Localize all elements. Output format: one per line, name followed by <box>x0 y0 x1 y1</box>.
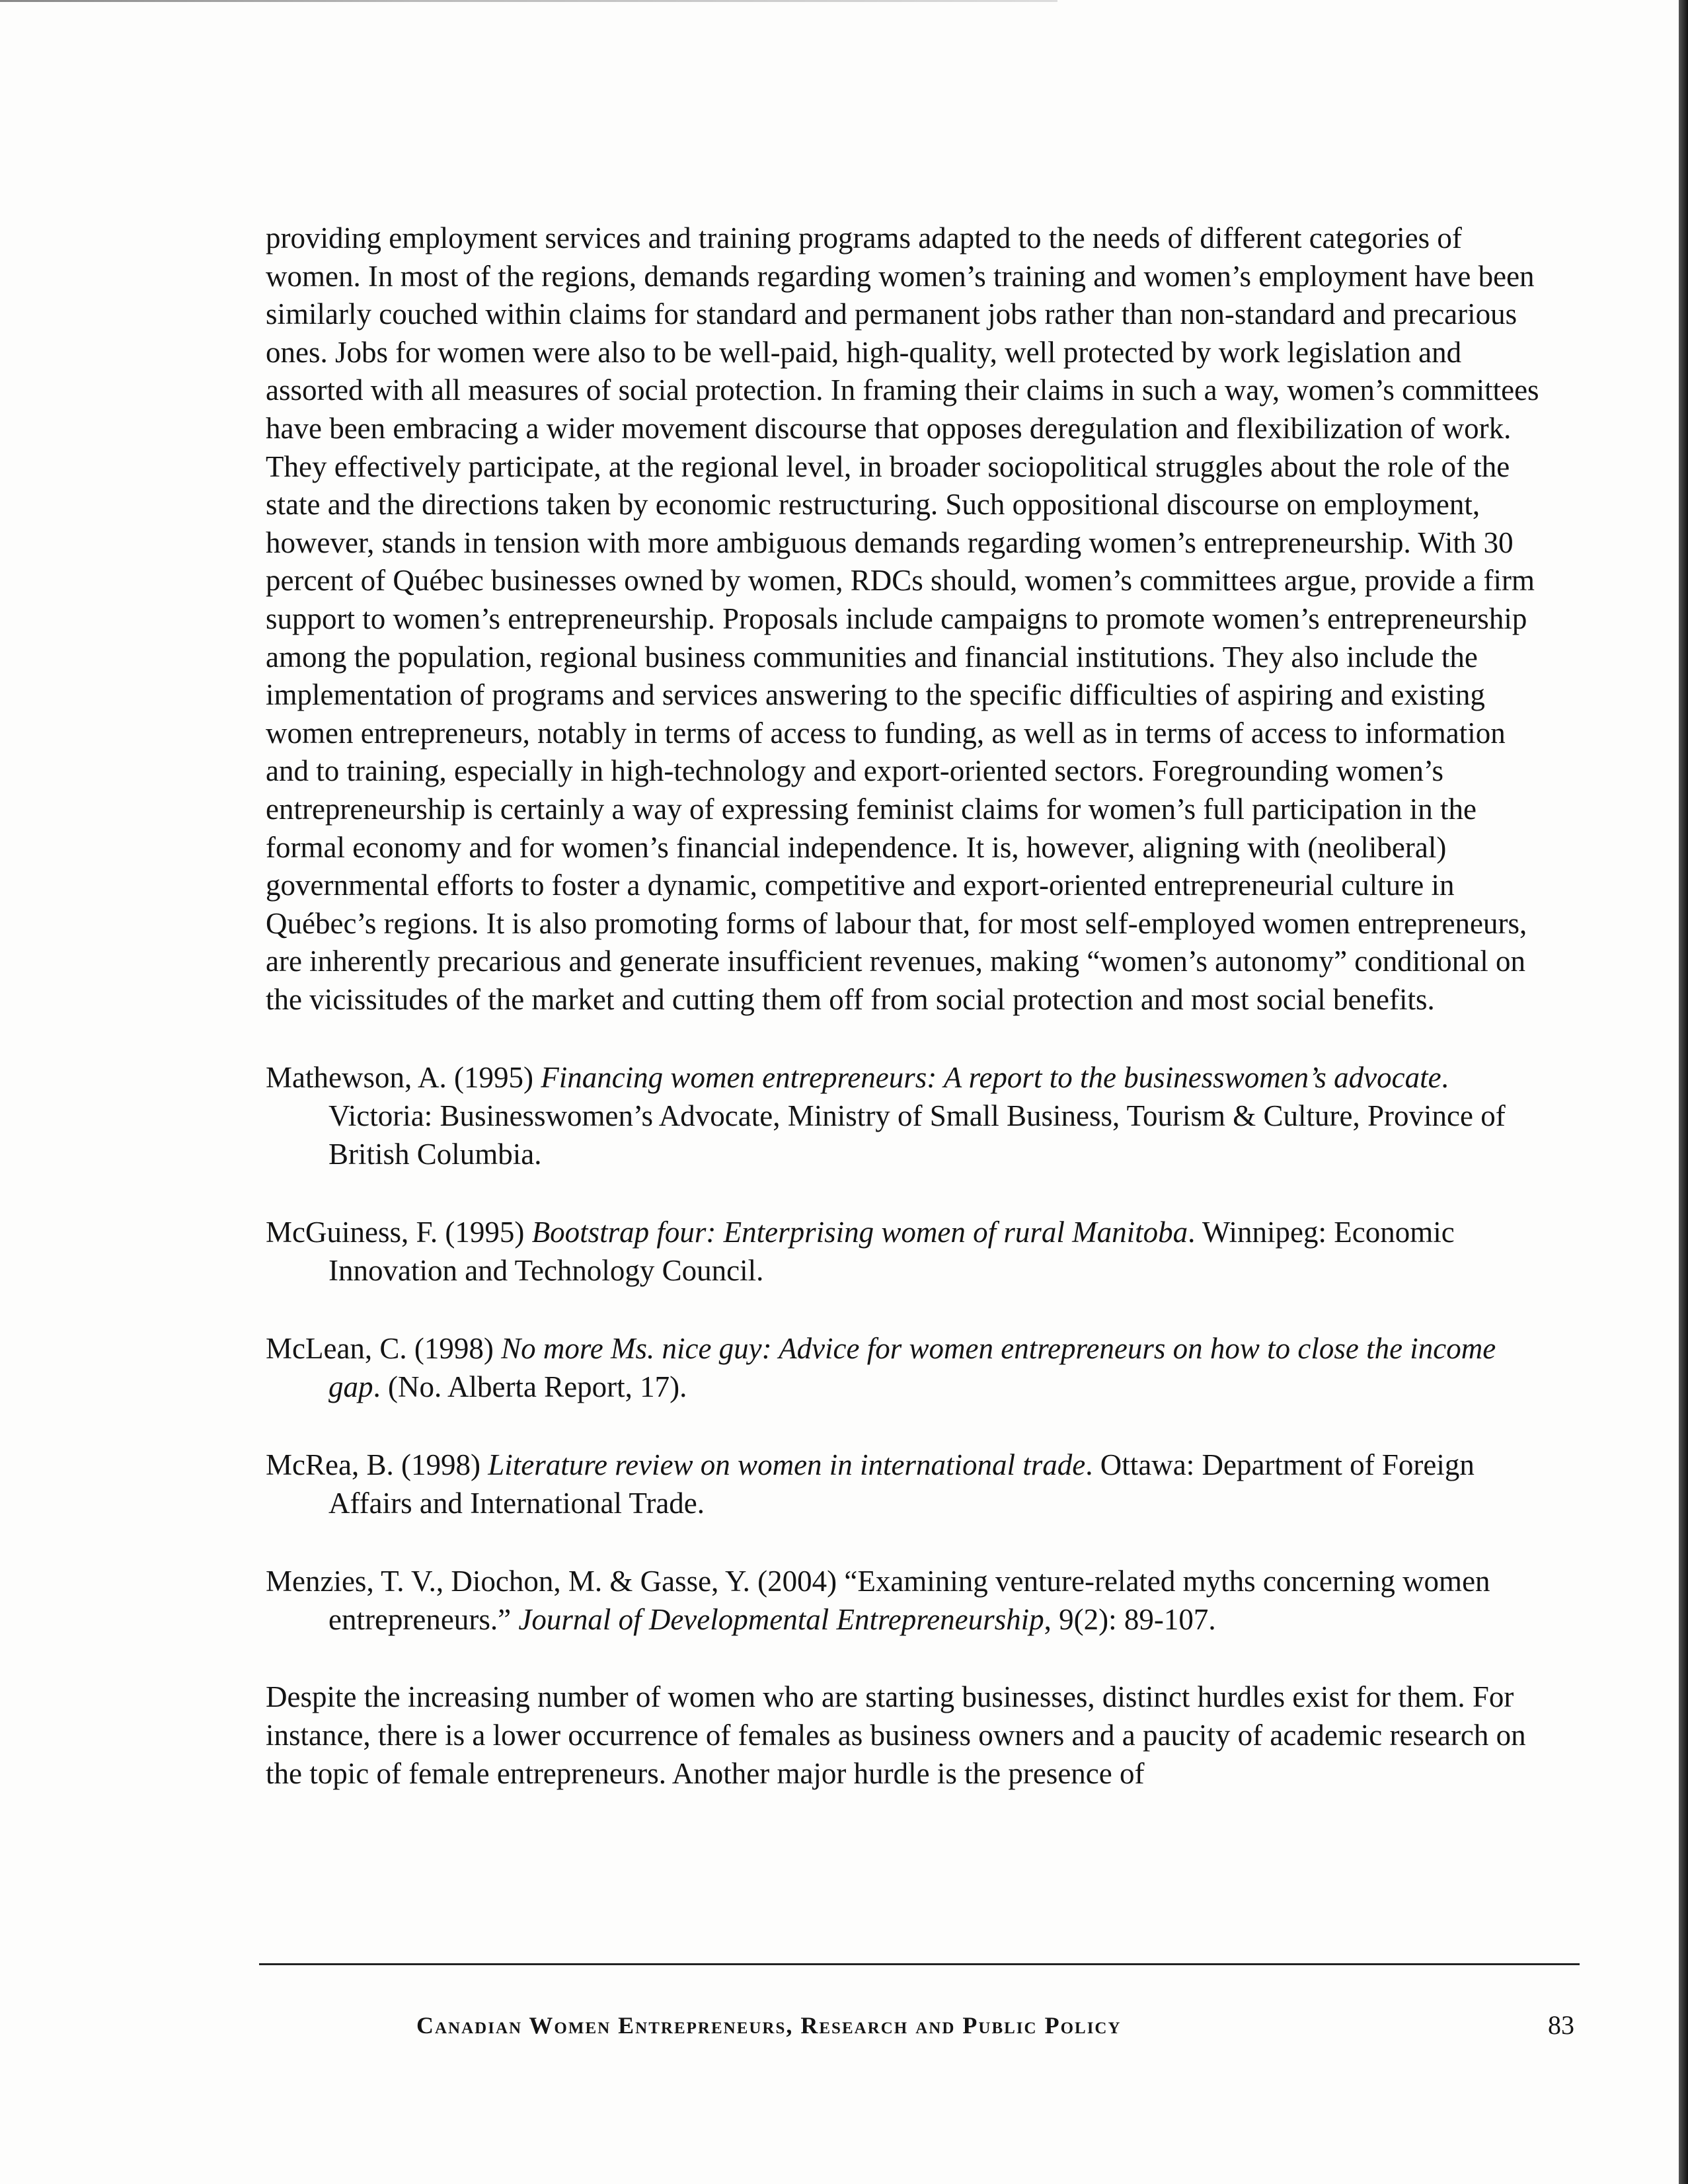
closing-paragraph: Despite the increasing number of women who are starting businesses, distinct hurdles exist for them. For instance, there is a lower occurrence of females as business owners and a paucity of academic research on the topic of female entrepreneurs. Another major hurdle is the presence of <box>266 1680 1526 1790</box>
reference-tail: . Ottawa: Department of Foreign Affairs and International Trade. <box>328 1448 1475 1520</box>
reference-title: No more Ms. nice guy: Advice for women entrepreneurs on how to close the income gap <box>328 1332 1496 1404</box>
body-paragraph: providing employment services and training programs adapted to the needs of different categories of women. In most of the regions, demands regarding women’s training and women’s employment have been similarly couched within claims for standard and permanent jobs rather than non-standard and precarious ones. Jobs for women were also to be well-paid, high-quality, well protected by work legislation and assorted with all measures of social protection. In framing their claims in such a way, women’s committees have been embracing a wider movement discourse that opposes deregulation and flexibilization of work. They effectively participate, at the regional level, in broader sociopolitical struggles about the role of the state and the directions taken by economic restructuring. Such oppositional discourse on employment, however, stands in tension with more ambiguous demands regarding women’s entrepreneurship. With 30 percent of Québec businesses owned by women, RDCs should, women’s committees argue, provide a firm support to women’s entrepreneurship. Proposals include campaigns to promote women’s entrepreneurship among the population, regional business communities and financial institutions. They also include the implementation of programs and services answering to the specific difficulties of aspiring and existing women entrepreneurs, notably in terms of access to funding, as well as in terms of access to information and to training, especially in high-technology and export-oriented sectors. Foregrounding women’s entrepreneurship is certainly a way of expressing feminist claims for women’s full participation in the formal economy and for women’s financial independence. It is, however, aligning with (neoliberal) governmental efforts to foster a dynamic, competitive and export-oriented entrepreneurial culture in Québec’s regions. It is also promoting forms of labour that, for most self-employed women entrepreneurs, are inherently precarious and generate insufficient revenues, making “women’s autonomy” conditional on the vicissitudes of the market and cutting them off from social protection and most social benefits. <box>266 221 1539 1016</box>
reference-lead: McLean, C. (1998) <box>266 1332 502 1366</box>
reference-title: Bootstrap four: Enterprising women of rural Manitoba <box>531 1216 1188 1249</box>
reference-item <box>266 1058 1554 1173</box>
reference-lead: McGuiness, F. (1995) <box>266 1216 532 1249</box>
reference-list <box>266 1058 1554 1639</box>
reference-tail: . Victoria: Businesswomen’s Advocate, Ministry of Small Business, Tourism & Culture, Province of British Columbia. <box>328 1061 1506 1171</box>
scan-right-edge <box>1679 0 1688 2184</box>
scan-top-edge <box>0 0 1057 2</box>
running-footer-title: Canadian Women Entrepreneurs, Research and Public Policy <box>416 2012 1122 2039</box>
reference-item <box>266 1329 1554 1406</box>
reference-lead: Mathewson, A. (1995) <box>266 1061 541 1095</box>
reference-title: Literature review on women in international trade <box>488 1448 1086 1482</box>
reference-lead: McRea, B. (1998) <box>266 1448 488 1482</box>
reference-item <box>266 1213 1554 1290</box>
reference-title: Financing women entrepreneurs: A report to the businesswomen’s advocate <box>541 1061 1441 1095</box>
reference-title: Journal of Developmental Entrepreneurship <box>518 1603 1044 1637</box>
reference-lead: Menzies, T. V., Diochon, M. & Gasse, Y. (2004) “Examining venture-related myths concerning women entrepreneurs.” <box>266 1565 1490 1637</box>
reference-tail: . Winnipeg: Economic Innovation and Technology Council. <box>328 1216 1455 1288</box>
page-number: 83 <box>1548 2010 1574 2040</box>
footer-rule <box>259 1963 1580 1965</box>
reference-tail: . (No. Alberta Report, 17). <box>373 1370 687 1404</box>
page-content <box>266 219 1554 1793</box>
reference-item <box>266 1446 1554 1522</box>
reference-tail: , 9(2): 89-107. <box>1044 1603 1216 1637</box>
reference-item <box>266 1562 1554 1639</box>
